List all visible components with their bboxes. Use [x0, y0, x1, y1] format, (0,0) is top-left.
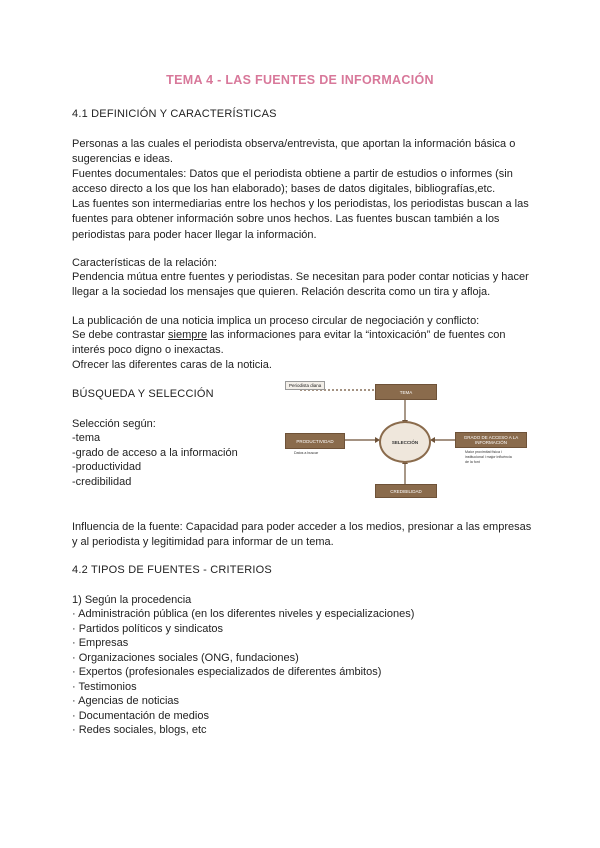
contrast-pre: Se debe contrastar	[72, 329, 169, 341]
section-heading-busqueda: BÚSQUEDA Y SELECCIÓN	[72, 388, 214, 400]
box-tema: TEMA	[375, 384, 437, 400]
influencia-paragraph: Influencia de la fuente: Capacidad para poder acceder a los medios, presionar a las empresas y al periodista y legitimidad para informar de un tema.	[72, 521, 532, 549]
note-left: Datos a buscar	[294, 451, 319, 455]
characteristics-text: Pendencia mútua entre fuentes y periodistas. Se necesitan para poder contar noticias y hacer llegar a la sociedad los mensajes que quieren. Relación descrita como un tira y afloja.	[72, 271, 529, 299]
selection-item: -credibilidad	[72, 476, 132, 488]
contrast-post: las informaciones para evitar la “intoxicación” de fuentes con interés poco digno o inexactas.	[72, 329, 506, 357]
box-productividad: PRODUCTIVIDAD	[285, 433, 345, 449]
box-credibilidad: CREDIBILIDAD	[375, 484, 437, 498]
source-type-item: · Empresas	[72, 637, 129, 649]
characteristics-title: Características de la relación:	[72, 257, 217, 269]
document-title: TEMA 4 - LAS FUENTES DE INFORMACIÓN	[166, 73, 434, 87]
contrast-underline: siempre	[168, 329, 208, 341]
selection-item: -tema	[72, 432, 101, 444]
source-type-item: · Organizaciones sociales (ONG, fundaciones)	[72, 652, 299, 664]
paragraph-fuentes-documentales: Fuentes documentales: Datos que el periodista obtiene a partir de estudios o informes (sin acceso directo a los que los han elaborado); bases de datos digitales, bibliografías,etc.	[72, 168, 513, 196]
selection-intro: Selección según:	[72, 418, 156, 430]
paragraph-intermediarias: Las fuentes son intermediarias entre los hechos y los periodistas, los periodistas buscan a las fuentes para obtener información sobre unos hechos. Las fuentes buscan también a los periodistas para poder hacer llegar la información.	[72, 198, 529, 241]
box-grado-acceso: GRADO DE ACCESO A LA INFORMACIÓN	[455, 432, 527, 448]
paragraph-personas: Personas a las cuales el periodista observa/entrevista, que aportan la información básica o sugerencias e ideas.	[72, 138, 516, 166]
criteria-subheading: 1) Según la procedencia	[72, 594, 192, 606]
selection-item: -productividad	[72, 461, 142, 473]
source-type-item: · Agencias de noticias	[72, 695, 180, 707]
source-type-item: · Administración pública (en los diferentes niveles y especializaciones)	[72, 608, 415, 620]
selection-item: -grado de acceso a la información	[72, 447, 238, 459]
section-heading-tipos: 4.2 TIPOS DE FUENTES - CRITERIOS	[72, 564, 272, 576]
source-type-item: · Redes sociales, blogs, etc	[72, 724, 207, 736]
source-type-item: · Expertos (profesionales especializados de diferentes ámbitos)	[72, 666, 382, 678]
section-heading-definicion: 4.1 DEFINICIÓN Y CARACTERÍSTICAS	[72, 108, 277, 120]
offer-line: Ofrecer las diferentes caras de la noticia.	[72, 359, 272, 371]
source-type-item: · Partidos políticos y sindicatos	[72, 623, 224, 635]
source-type-item: · Documentación de medios	[72, 710, 209, 722]
center-seleccion: SELECCIÓN	[379, 421, 431, 463]
selection-diagram	[280, 378, 530, 503]
label-periodista: Periodista diana	[285, 381, 325, 390]
contrast-paragraph	[72, 328, 532, 359]
negotiation-line: La publicación de una noticia implica un proceso circular de negociación y conflicto:	[72, 315, 480, 327]
note-right: Maior proximitat física i institucional i major influència de la font	[465, 450, 512, 464]
source-type-item: · Testimonios	[72, 681, 137, 693]
